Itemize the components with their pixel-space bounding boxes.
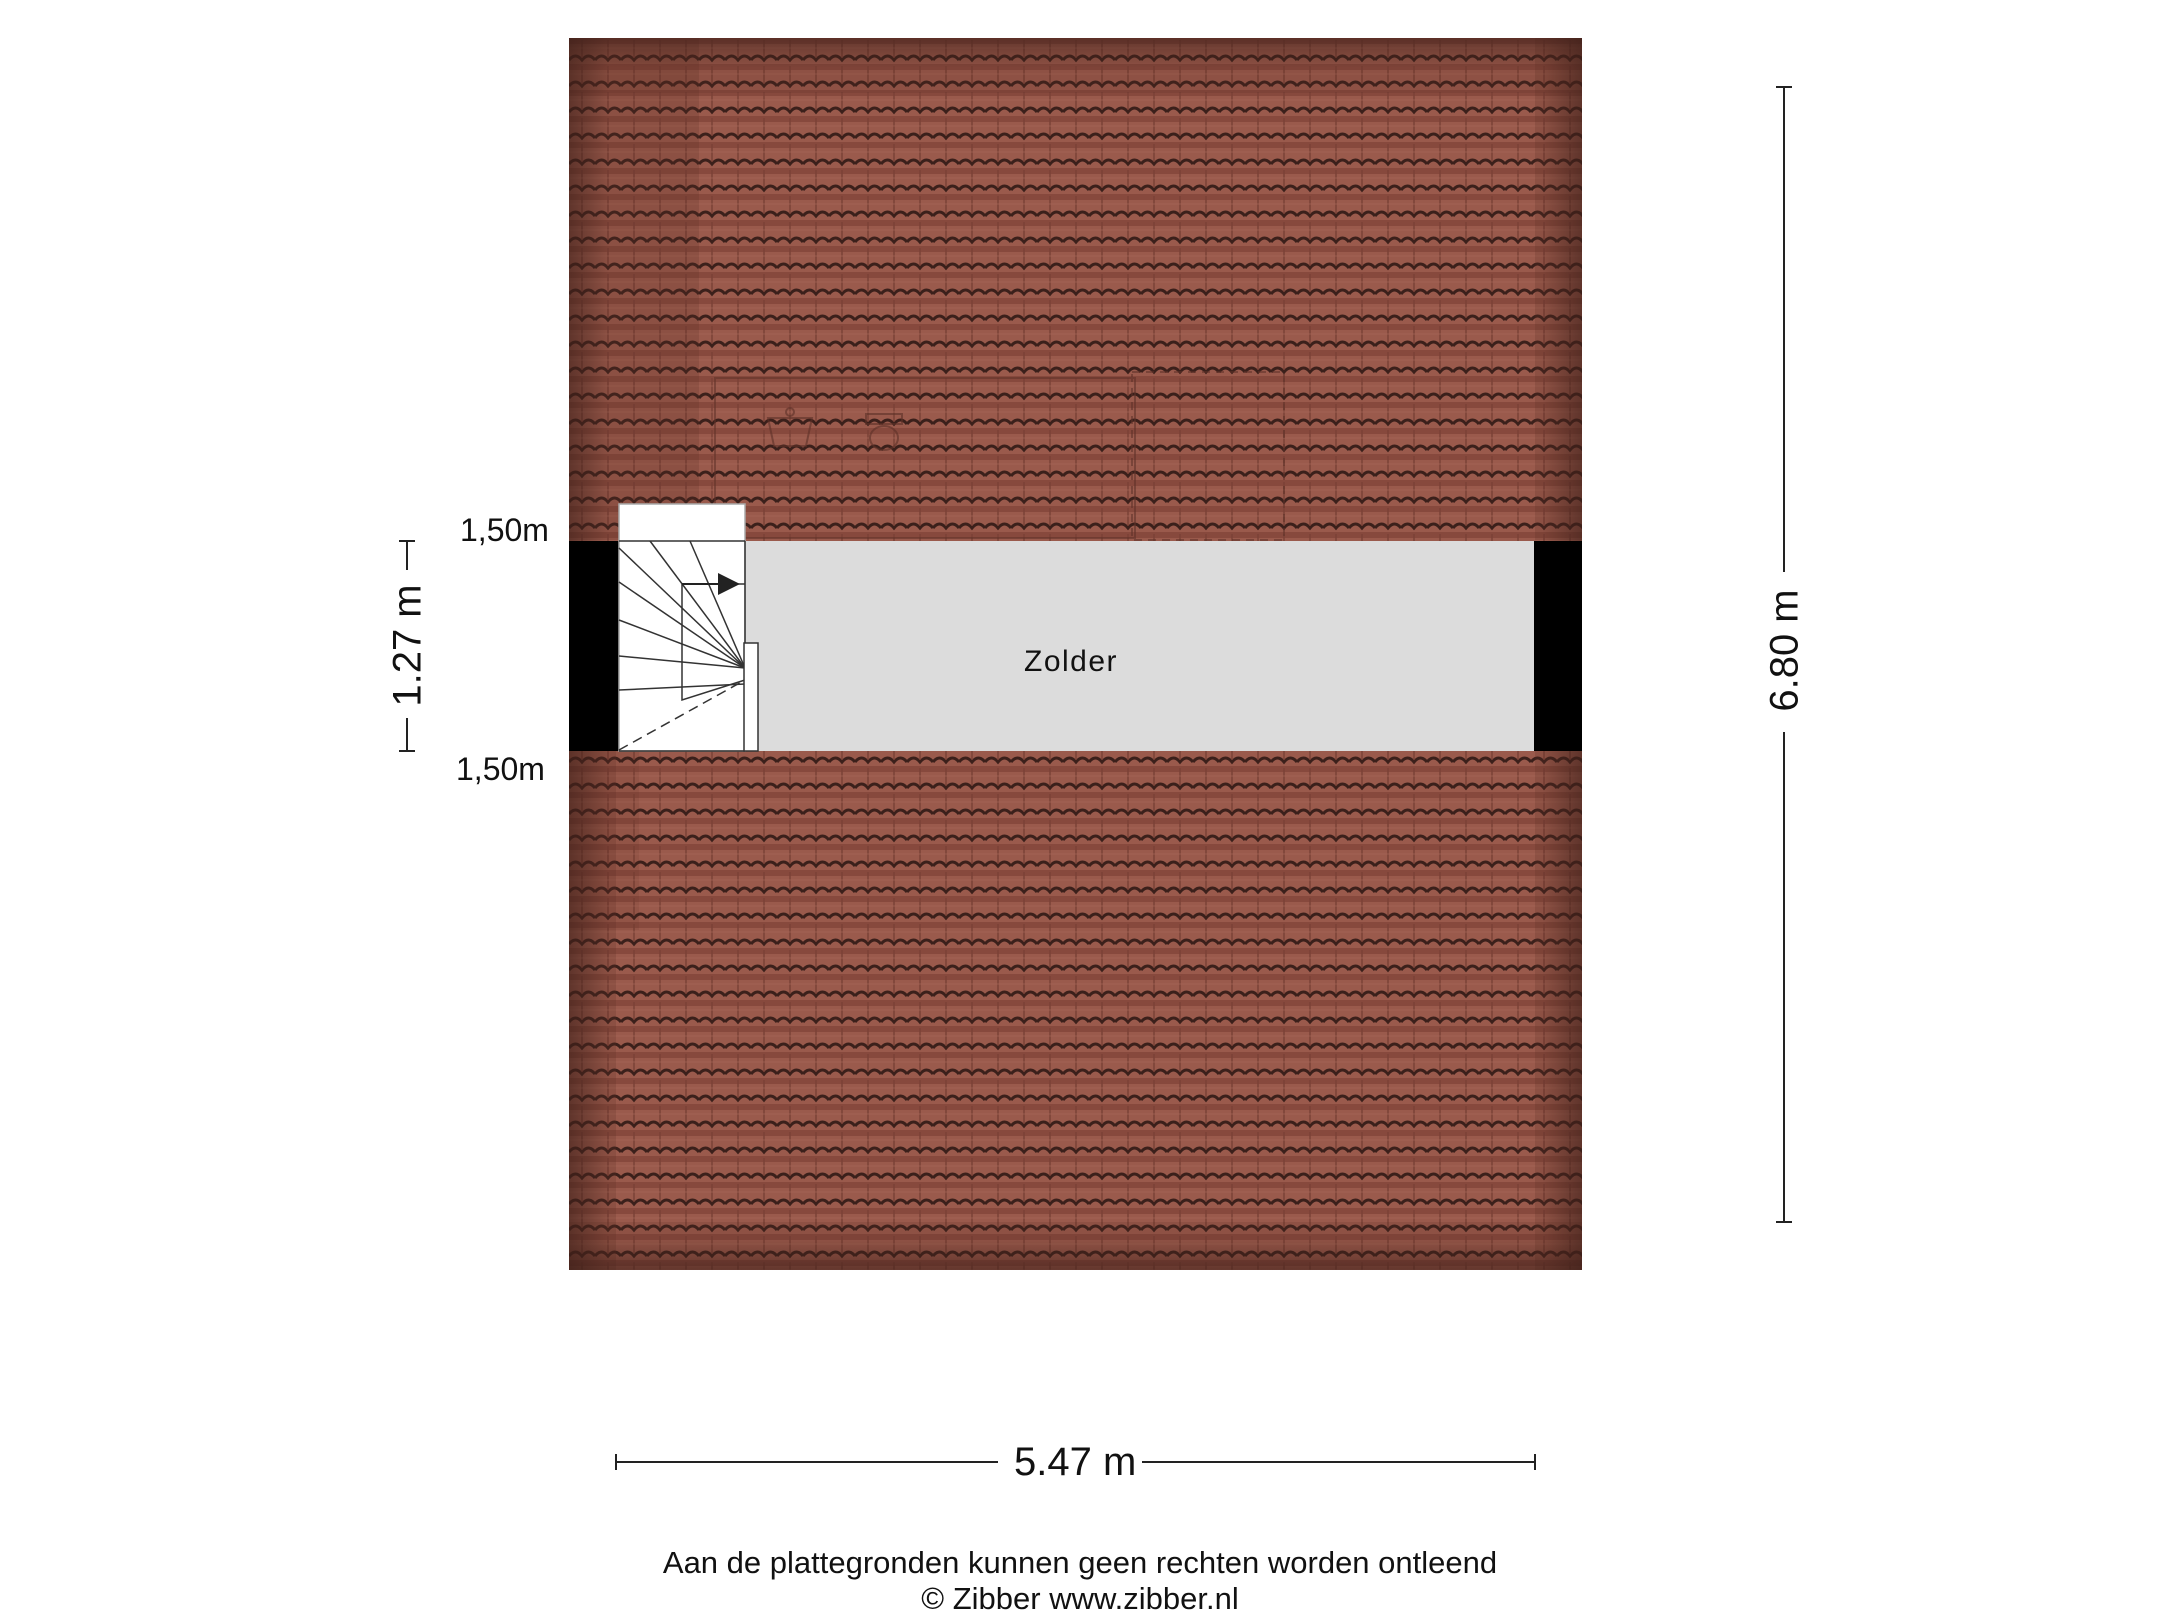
- ceiling-height-bottom: 1,50m: [456, 751, 545, 787]
- footer-copyright: © Zibber www.zibber.nl: [921, 1581, 1239, 1616]
- ceiling-height-top: 1,50m: [460, 512, 549, 548]
- dimension-room-depth-label: 1.27 m: [385, 584, 430, 707]
- footer-disclaimer: Aan de plattegronden kunnen geen rechten worden ontleend: [662, 1545, 1498, 1580]
- dimension-width-label: 5.47 m: [1014, 1440, 1137, 1484]
- staircase: [619, 504, 758, 751]
- room-label-zolder: Zolder: [1024, 645, 1119, 678]
- dimension-depth-label: 6.80 m: [1762, 589, 1807, 712]
